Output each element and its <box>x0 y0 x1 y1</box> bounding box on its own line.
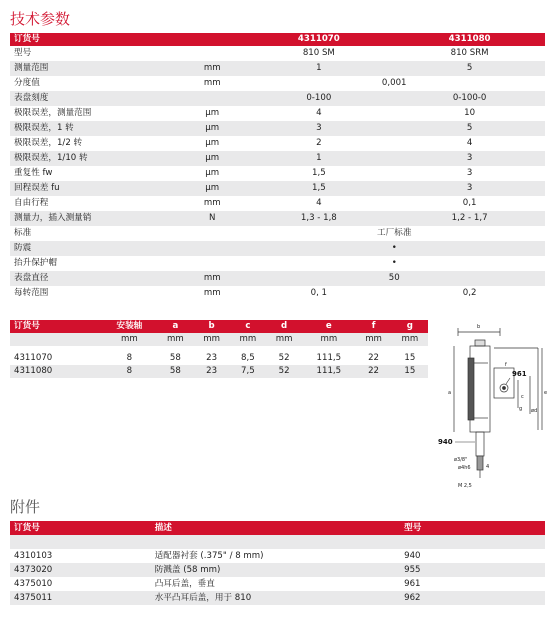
spec-header-cell: 4311080 <box>394 33 545 46</box>
diagram-label-a: a <box>448 390 452 396</box>
spec-cell: 测量力，插入测量销 <box>10 211 181 226</box>
spec-cell: 5 <box>394 121 545 136</box>
spec-cell: 3 <box>394 181 545 196</box>
dims-unit-cell: mm <box>355 333 391 346</box>
spec-row <box>10 61 545 76</box>
spec-cell: µm <box>181 181 243 196</box>
spec-cell: 测量范围 <box>10 61 181 76</box>
spec-cell: 0,1 <box>462 198 477 208</box>
dims-cell: 8 <box>126 353 133 363</box>
spec-cell: 极限误差，测量范围 <box>14 108 92 118</box>
spec-cell: 表盘刻度 <box>10 91 181 106</box>
spec-cell: 自由行程 <box>14 198 49 208</box>
spec-cell: 3 <box>243 121 394 136</box>
spec-cell: 抬升保护帽 <box>14 258 57 268</box>
spec-cell: 表盘直径 <box>10 271 181 286</box>
dims-unit-cell: mm <box>392 333 428 346</box>
diagram-label-m: M 2,5 <box>458 483 472 489</box>
spec-header-cell: 4311070 <box>243 33 394 46</box>
dims-cell: 4311080 <box>10 365 101 378</box>
dims-header-row <box>10 320 428 333</box>
dimension-table <box>10 320 428 378</box>
dims-unit-cell <box>10 333 101 346</box>
acc-cell: 4373020 <box>10 563 151 577</box>
dims-unit-cell: mm <box>101 333 157 346</box>
spec-row <box>10 151 545 166</box>
acc-row <box>10 535 545 549</box>
spec-cell: 防震 <box>10 241 181 256</box>
spec-cell: 3 <box>394 151 545 166</box>
acc-cell: 4375010 <box>14 579 53 589</box>
spec-cell: 每转范围 <box>14 288 49 298</box>
spec-cell: 4 <box>466 138 473 148</box>
dims-cell: 52 <box>278 353 290 363</box>
acc-cell: 4310103 <box>14 551 53 561</box>
spec-cell: 4 <box>316 198 322 208</box>
dims-header-cell: e <box>302 320 355 333</box>
diagram-label-c: c <box>521 394 524 400</box>
dims-cell: 23 <box>194 365 230 378</box>
spec-row <box>10 256 545 271</box>
dims-cell: 15 <box>404 353 416 363</box>
spec-row <box>10 196 545 211</box>
spec-cell: 810 SM <box>302 48 335 58</box>
spec-cell <box>181 241 243 256</box>
acc-cell: 961 <box>404 579 421 589</box>
diagram-label-e: e <box>544 390 548 396</box>
dims-unit-cell: mm <box>157 333 193 346</box>
diagram-label-b: b <box>477 324 481 330</box>
spec-cell: µm <box>181 151 243 166</box>
spec-row <box>10 121 545 136</box>
spec-cell: N <box>181 211 243 226</box>
spec-cell: 3 <box>466 168 473 178</box>
spec-cell: 0, 1 <box>310 288 328 298</box>
spec-cell: µm <box>205 168 220 178</box>
spec-header-row <box>10 33 545 46</box>
spec-cell: 回程误差 fu <box>10 181 181 196</box>
spec-cell: 极限误差，1/10 转 <box>10 151 181 166</box>
spec-cell <box>181 226 243 241</box>
diagram-label-d: ød <box>531 408 538 414</box>
dial-indicator-diagram <box>430 318 548 496</box>
spec-cell: mm <box>203 288 221 298</box>
spec-cell: mm <box>181 61 243 76</box>
spec-cell: 810 SRM <box>450 48 489 58</box>
spec-row <box>10 181 545 196</box>
spec-cell <box>181 46 243 61</box>
spec-cell: mm <box>203 198 221 208</box>
spec-section-title: 技术参数 <box>10 10 71 28</box>
spec-row <box>10 106 545 121</box>
acc-cell <box>10 535 151 549</box>
spec-cell: • <box>391 258 397 268</box>
dims-cell: 7,5 <box>230 365 266 378</box>
acc-cell <box>400 535 545 549</box>
dims-unit-cell: mm <box>194 333 230 346</box>
dims-unit-cell: mm <box>230 333 266 346</box>
spec-row <box>10 211 545 226</box>
dims-unit-cell: mm <box>302 333 355 346</box>
spec-row <box>10 271 545 286</box>
acc-header-cell: 订货号 <box>10 521 151 535</box>
spec-cell: 5 <box>394 61 545 76</box>
acc-cell: 4375011 <box>10 591 151 605</box>
diagram-label-g: g <box>519 406 523 412</box>
spec-cell: 分度值 <box>14 78 40 88</box>
dims-cell: 22 <box>355 365 391 378</box>
spec-row <box>10 241 545 256</box>
spec-cell: 极限误差，1 转 <box>10 121 181 136</box>
spec-cell: 1,5 <box>243 181 394 196</box>
spec-row <box>10 286 545 301</box>
spec-cell: 10 <box>464 108 476 118</box>
dims-row <box>10 365 428 378</box>
spec-cell: 型号 <box>14 48 32 58</box>
spec-cell: 1,2 - 1,7 <box>394 211 545 226</box>
spec-cell <box>181 256 243 271</box>
diagram-label-h: 4 <box>486 464 490 470</box>
spec-cell: µm <box>205 108 220 118</box>
acc-cell: 适配器衬套 (.375" / 8 mm) <box>154 551 264 561</box>
spec-cell: • <box>243 241 545 256</box>
dims-row <box>10 352 428 365</box>
dims-header-cell: a <box>157 320 193 333</box>
acc-row <box>10 577 545 591</box>
dims-cell: 23 <box>206 353 218 363</box>
diagram-label-shank: ø3/8" <box>454 457 468 463</box>
accessory-section-title: 附件 <box>10 498 41 516</box>
spec-cell: 工厂标准 <box>377 228 412 238</box>
acc-row <box>10 549 545 563</box>
spec-cell: 1 <box>243 61 394 76</box>
spec-row <box>10 136 545 151</box>
spec-cell: 1,5 <box>312 168 326 178</box>
acc-header-cell: 型号 <box>400 521 545 535</box>
spec-cell: 重复性 fw <box>14 168 53 178</box>
spec-cell: 4 <box>316 108 322 118</box>
spec-row <box>10 76 545 91</box>
dims-cell: 52 <box>266 365 302 378</box>
acc-cell: 防溅盖 (58 mm) <box>151 563 400 577</box>
dims-cell: 4311070 <box>14 353 53 363</box>
spec-cell: 标准 <box>14 228 32 238</box>
spec-row <box>10 46 545 61</box>
dims-cell: 58 <box>157 365 193 378</box>
dims-cell: 22 <box>368 353 380 363</box>
acc-cell: 凸耳后盖，垂直 <box>154 579 215 589</box>
spec-row <box>10 91 545 106</box>
acc-cell: 水平凸耳后盖，用于 810 <box>151 591 400 605</box>
spec-cell: µm <box>205 138 220 148</box>
spec-cell: 0-100 <box>243 91 394 106</box>
spec-cell: mm <box>181 271 243 286</box>
acc-cell <box>151 535 400 549</box>
acc-cell: 962 <box>400 591 545 605</box>
dims-cell: 58 <box>169 353 181 363</box>
acc-cell: 940 <box>404 551 421 561</box>
spec-cell: µm <box>181 121 243 136</box>
dims-header-cell: c <box>230 320 266 333</box>
acc-cell: 955 <box>400 563 545 577</box>
diagram-label-f: f <box>505 362 507 368</box>
acc-header-cell: 描述 <box>151 521 400 535</box>
dims-unit-cell: mm <box>266 333 302 346</box>
dims-unit-row <box>10 333 428 346</box>
spec-header-cell <box>181 33 243 46</box>
diagram-label-961: 961 <box>512 370 527 378</box>
dims-header-cell: d <box>266 320 302 333</box>
spec-row <box>10 226 545 241</box>
dims-cell: 8 <box>101 365 157 378</box>
dims-header-cell: b <box>194 320 230 333</box>
spec-cell: 0-100-0 <box>394 91 545 106</box>
spec-cell: mm <box>203 78 221 88</box>
acc-header-row <box>10 521 545 535</box>
spec-cell: 0,001 <box>381 78 407 88</box>
spec-cell <box>181 91 243 106</box>
dims-header-cell: f <box>355 320 391 333</box>
diagram-label-tip: ø4h6 <box>458 465 471 471</box>
dims-cell: 111,5 <box>316 353 342 363</box>
spec-cell: 极限误差，1/2 转 <box>14 138 83 148</box>
spec-cell: 50 <box>243 271 545 286</box>
spec-header-cell: 订货号 <box>10 33 181 46</box>
spec-row <box>10 166 545 181</box>
dims-cell: 15 <box>392 365 428 378</box>
acc-row <box>10 563 545 577</box>
spec-cell: 2 <box>316 138 322 148</box>
acc-row <box>10 591 545 605</box>
dims-header-cell: 安装轴 <box>101 320 157 333</box>
dims-cell: 111,5 <box>302 365 355 378</box>
spec-cell: 1,3 - 1,8 <box>243 211 394 226</box>
diagram-label-940: 940 <box>438 438 453 446</box>
dims-header-cell: 订货号 <box>10 320 101 333</box>
dims-header-cell: g <box>392 320 428 333</box>
spec-cell: 1 <box>243 151 394 166</box>
dims-cell: 8,5 <box>241 353 255 363</box>
spec-cell: 0,2 <box>462 288 477 298</box>
accessory-table <box>10 521 545 605</box>
spec-table <box>10 33 545 301</box>
